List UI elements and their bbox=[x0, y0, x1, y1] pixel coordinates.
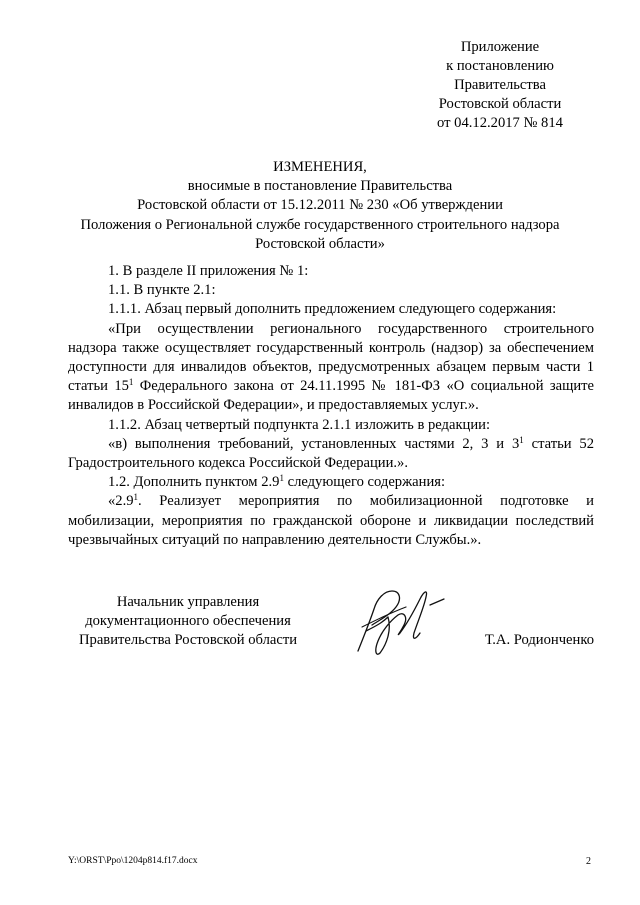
title-heading: ИЗМЕНЕНИЯ, bbox=[273, 159, 367, 175]
paragraph-7-text-a: 1.2. Дополнить пунктом 2.9 bbox=[108, 474, 280, 491]
paragraph-6-text-a: «в) выполнения требований, установленных частями 2, 3 и 3 bbox=[108, 435, 520, 452]
paragraph-3: 1.1.1. Абзац первый дополнить предложением следующего содержания: bbox=[108, 301, 557, 318]
signature-block bbox=[68, 593, 594, 663]
signatory-name: Т.А. Родионченко bbox=[484, 632, 594, 648]
title-line: Ростовской области от 15.12.2011 № 230 «Об утверждении bbox=[137, 197, 503, 214]
paragraph-8-text-b: . Реализует мероприятия по мобилизационной подготовке и мобилизации, мероприятия по гражданской обороне и ликвидации последствий чрезвычайных ситуаций по направлению деятельности Службы.». bbox=[68, 493, 594, 548]
position-line: Начальник управления bbox=[116, 594, 260, 610]
signatory-position bbox=[68, 593, 308, 650]
paragraph-6 bbox=[68, 435, 594, 473]
paragraph-7-text-b: следующего содержания: bbox=[283, 474, 446, 491]
title-line: Ростовской области» bbox=[255, 235, 385, 252]
paragraph-5: 1.1.2. Абзац четвертый подпункта 2.1.1 изложить в редакции: bbox=[108, 416, 491, 433]
page-number: 2 bbox=[586, 856, 591, 867]
paragraph-4-text-a: «При осуществлении регионального государственного строительного надзора также осуществляет государственный контроль (надзор) за обеспечением доступности для инвалидов объектов, предусмотренных абзацем первым части 1 статьи 15 bbox=[68, 320, 594, 395]
superscript: 1 bbox=[133, 492, 139, 503]
paragraph-2: 1.1. В пункте 2.1: bbox=[108, 282, 216, 299]
position-line: документационного обеспечения bbox=[85, 613, 291, 629]
superscript: 1 bbox=[128, 377, 134, 388]
title-line: Положения о Региональной службе государственного строительного надзора bbox=[80, 216, 560, 233]
appendix-line: Приложение bbox=[460, 39, 540, 55]
superscript: 1 bbox=[279, 473, 284, 484]
appendix-line: Правительства bbox=[454, 77, 546, 93]
paragraph-4-text-b: Федерального закона от 24.11.1995 № 181-ФЗ «О социальной защите инвалидов в Российской Федерации», и предоставляемых услуг.». bbox=[68, 378, 594, 414]
handwritten-signature bbox=[344, 581, 454, 661]
paragraph-4 bbox=[68, 320, 594, 416]
appendix-line: от 04.12.2017 № 814 bbox=[437, 115, 563, 131]
paragraph-8-text-a: «2.9 bbox=[108, 493, 134, 510]
file-path: Y:\ORST\Ppo\1204p814.f17.docx bbox=[68, 856, 198, 866]
paragraph-8 bbox=[68, 492, 594, 550]
document-title bbox=[60, 158, 580, 254]
superscript: 1 bbox=[519, 434, 524, 445]
title-line: вносимые в постановление Правительства bbox=[187, 178, 453, 195]
paragraph-1: 1. В разделе II приложения № 1: bbox=[108, 263, 309, 279]
paragraph-6-text-b: статьи 52 Градостроительного кодекса Российской Федерации.». bbox=[68, 435, 594, 472]
appendix-header bbox=[420, 38, 580, 133]
appendix-line: к постановлению bbox=[446, 58, 554, 74]
paragraph-7 bbox=[68, 473, 594, 492]
document-body bbox=[68, 262, 594, 550]
appendix-line: Ростовской области bbox=[438, 96, 562, 112]
position-line: Правительства Ростовской области bbox=[78, 632, 298, 648]
